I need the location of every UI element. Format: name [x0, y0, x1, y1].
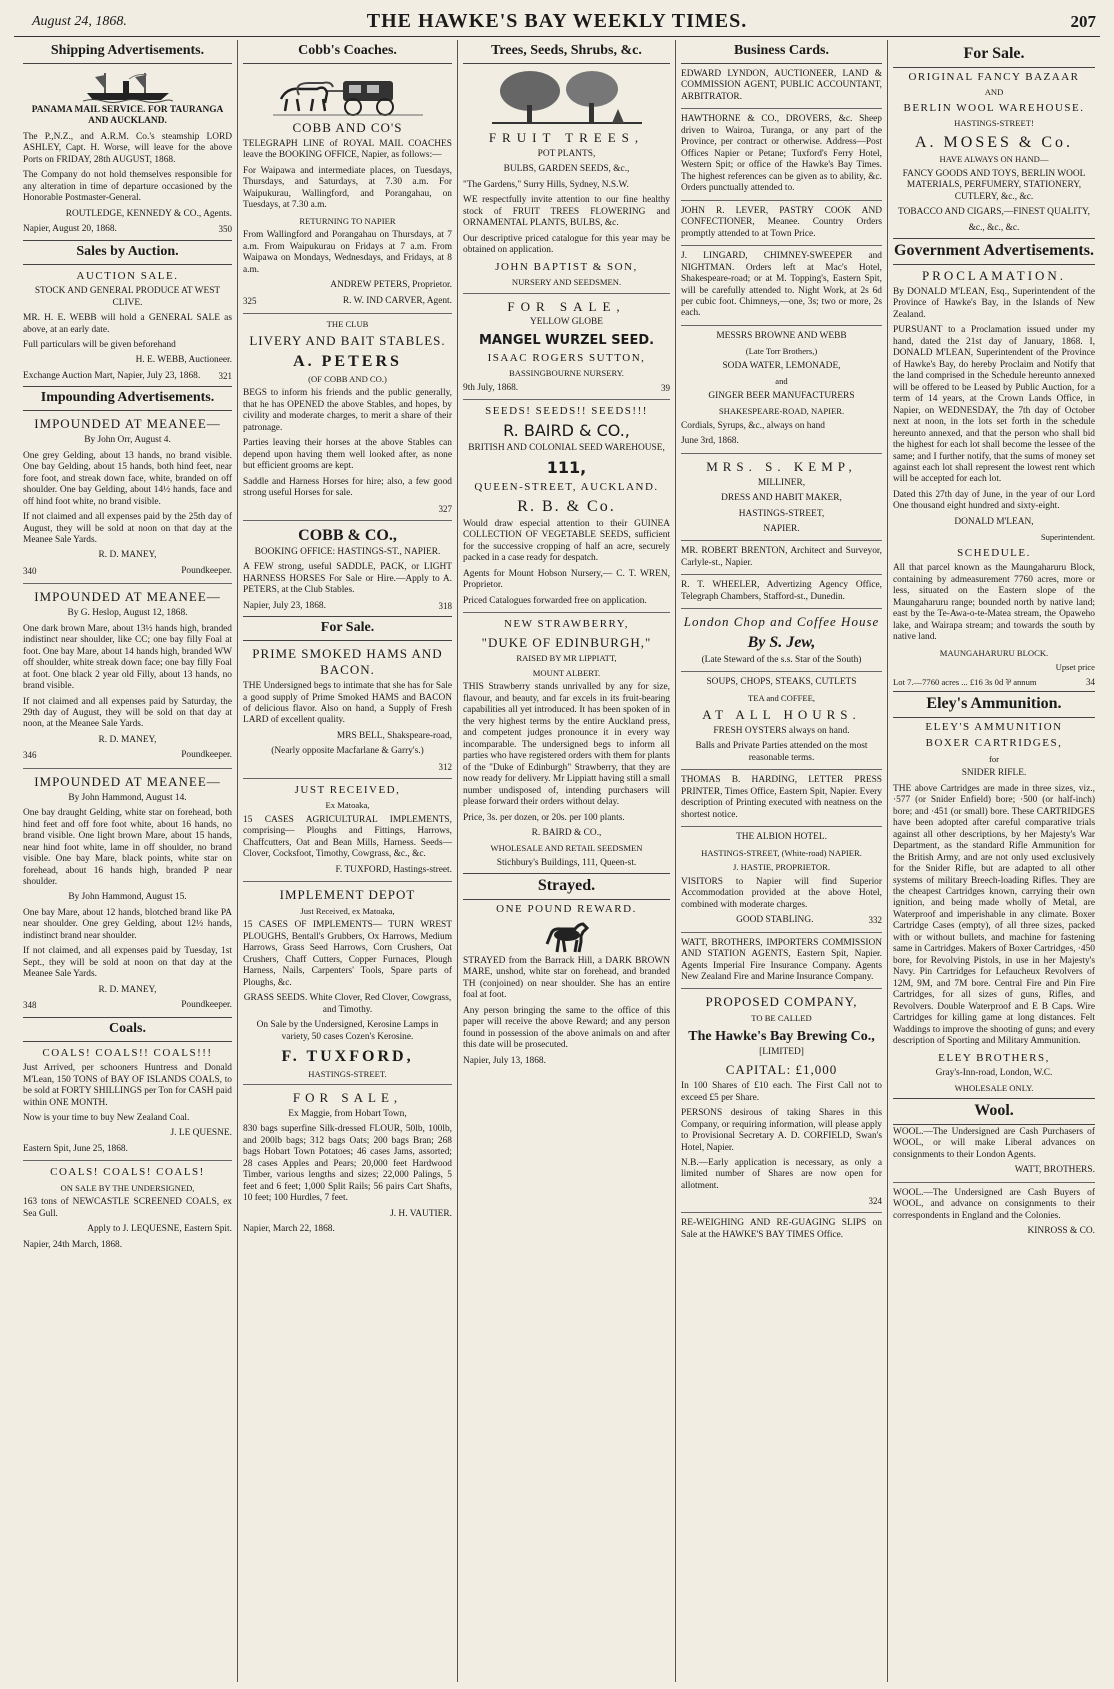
card-browne-line: SODA WATER, LEMONADE,	[722, 360, 841, 371]
club-proprietor: A. PETERS	[293, 353, 402, 371]
company-body: PERSONS desirous of taking Shares in this Company, or requiring information, will please apply to Provisional Secretary A. D. CORFIELD, Swan's Hotel, Napier.	[681, 1108, 882, 1153]
section-heading-government: Government Advertisements.	[893, 238, 1095, 265]
implement-seeds: GRASS SEEDS. White Clover, Red Clover, Cowgrass, and Timothy.	[243, 993, 452, 1015]
column-5	[888, 40, 1100, 1682]
card-kemp-sub: MILLINER,	[757, 477, 806, 488]
trees-title: FRUIT TREES,	[488, 130, 645, 145]
baird-title: SEEDS! SEEDS!! SEEDS!!!	[485, 405, 648, 418]
impound-2-number: 346	[23, 750, 37, 761]
auction-body: MR. H. E. WEBB will hold a GENERAL SALE as above, at an early date.	[23, 313, 232, 335]
baird-catalogues: Priced Catalogues forwarded free on application.	[463, 595, 647, 606]
steamship-icon	[83, 69, 173, 103]
card-chophouse-sub: (Late Steward of the s.s. Star of the South)	[701, 654, 862, 665]
strawberry-name: "DUKE OF EDINBURGH,"	[481, 634, 652, 650]
impound-1-number: 340	[23, 565, 37, 576]
coals-body-2: Now is your time to buy New Zealand Coal.	[23, 1112, 190, 1123]
card-browne-and: and	[775, 376, 788, 387]
garden-scene-icon	[492, 69, 642, 127]
impound-1-signature: R. D. MANEY,	[98, 550, 157, 561]
bazaar-sub: HAVE ALWAYS ON HAND—	[939, 154, 1049, 165]
schedule-body: All that parcel known as the Maungaharuru Block, containing by admeasurement 7760 acres, more or less, situated on the Eastern slope of the Maungaharuru range; bounded north by native land; east by the Te-Awa-o-te-Matea stream, the Opaweho lake, and Wairapa stream; and towards the south by native land.	[893, 563, 1095, 643]
card-hawthorne: HAWTHORNE & CO., DROVERS, &c. Sheep driven to Wairoa, Turanga, or any part of the Province, per contract or otherwise. Address—Post Offices Napier or Petane; Tuxford's Ferry Hotel, Western Spit; or office of the Hawke's Bay Times. The highest references can be given as to ability, &c. Orders punctually attended to.	[681, 114, 882, 194]
divider	[893, 1182, 1095, 1183]
card-soups-hours: AT ALL HOURS.	[702, 707, 861, 723]
eley-title: ELEY'S AMMUNITION	[925, 720, 1063, 733]
shipping-dateline: Napier, August 20, 1868.	[23, 224, 117, 235]
impound-1-title: IMPOUNDED AT MEANEE—	[34, 416, 221, 432]
cobb-subtitle: BOOKING OFFICE: HASTINGS-ST., NAPIER.	[254, 547, 441, 558]
divider	[23, 1160, 232, 1161]
section-heading-eley: Eley's Ammunition.	[893, 691, 1095, 718]
divider	[681, 608, 882, 609]
forsale-2-signature: J. H. VAUTIER.	[390, 1208, 452, 1219]
issue-date: August 24, 1868.	[32, 14, 127, 29]
implement-sale: On Sale by the Undersigned, Kerosine Lamps in variety, 50 cases Cozen's Kerosine.	[256, 1020, 439, 1042]
card-albion-proprietor: J. HASTIE, PROPRIETOR.	[732, 862, 830, 873]
coals-2-dateline: Napier, 24th March, 1868.	[23, 1239, 123, 1250]
mangel-ad-number: 39	[661, 382, 670, 393]
club-title: LIVERY AND BAIT STABLES.	[249, 333, 446, 349]
card-wheeler: R. T. WHEELER, Advertizing Agency Office, Telegraph Chambers, Stafford-st., Dunedin.	[681, 580, 882, 602]
auction-dateline: Exchange Auction Mart, Napier, July 23, 1868.	[23, 370, 201, 381]
strawberry-body: THIS Strawberry stands unrivalled by any for size, flavour, and beauty, and far excels in its fruit-bearing capabilities all yet introduced. It has been spoken of in the very highest terms by the entire Auckland press, and competent judges pronounce it in every way incomparable. The undersigned begs to inform all parties who have registered orders with them for plants of the "Duke of Edinburgh" Strawberry, that they are now ready for delivery. Mr Lippiatt having still a small number undisposed of, intending purchasers will please forward their orders without delay.	[463, 682, 670, 808]
divider	[243, 313, 452, 314]
coals-2-signature: Apply to J. LEQUESNE, Eastern Spit.	[87, 1224, 232, 1235]
column-1	[18, 40, 238, 1682]
strawberry-subtitle-2: MOUNT ALBERT.	[532, 667, 601, 678]
card-watt: WATT, BROTHERS, IMPORTERS COMMISSION AND STATION AGENTS, Eastern Spit, Napier. Agents Imperial Fire Insurance Company. Agents New Zealand Fire and Marine Insurance Company.	[681, 937, 882, 982]
coals-body: Just Arrived, per schooners Huntress and Donald M'Lean, 150 TONS of BAY OF ISLANDS COALS, to be sold at FORTY SHILLINGS per Ton for CASH paid within ONE MONTH.	[23, 1063, 232, 1108]
impound-1-by: By John Orr, August 4.	[84, 435, 171, 446]
wool-signature-2: KINROSS & CO.	[1027, 1226, 1095, 1237]
auction-signature: H. E. WEBB, Auctioneer.	[135, 355, 232, 366]
card-browne-date: June 3rd, 1868.	[681, 436, 739, 447]
trees-address: "The Gardens," Surry Hills, Sydney, N.S.W.	[463, 179, 629, 190]
page-number: 207	[1070, 12, 1096, 31]
baird-name: R. BAIRD & CO.,	[503, 421, 630, 441]
divider	[23, 768, 232, 769]
card-albion-ad-number: 332	[868, 915, 882, 926]
auction-body-2: Full particulars will be given beforehand	[23, 339, 176, 350]
company-note: N.B.—Early application is necessary, as only a limited number of Shares are now open for allotment.	[681, 1158, 882, 1191]
coaches-body: TELEGRAPH LINE of ROYAL MAIL COACHES leave the BOOKING OFFICE, Napier, as follows:—	[243, 138, 452, 161]
auction-ad-number: 321	[218, 370, 232, 381]
horse-icon	[545, 920, 589, 954]
section-heading-for-sale: For Sale.	[243, 616, 452, 641]
impound-3-body-2: One bay Mare, about 12 hands, blotched brand like PA near shoulder. One grey Gelding, about 12½ hands, indistinct brand near shoulder.	[23, 907, 232, 941]
section-heading-business-cards: Business Cards.	[681, 40, 882, 64]
coaches-returning: RETURNING TO NAPIER	[299, 215, 396, 226]
impound-3-role: Poundkeeper.	[181, 1000, 232, 1011]
card-browne-title: MESSRS BROWNE AND WEBB	[716, 330, 847, 341]
card-browne-sub: (Late Torr Brothers,)	[745, 346, 818, 357]
divider	[681, 108, 882, 109]
eley-address: Gray's-Inn-road, London, W.C.	[935, 1067, 1053, 1078]
card-browne-address: SHAKESPEARE-ROAD, NAPIER.	[718, 406, 845, 417]
strawberry-title: NEW STRAWBERRY,	[503, 618, 630, 631]
card-lyndon: EDWARD LYNDON, AUCTIONEER, LAND & COMMISSION AGENT, PUBLIC ACCOUNTANT, ARBITRATOR.	[681, 69, 882, 102]
eley-signature: ELEY BROTHERS,	[938, 1051, 1050, 1064]
shipping-ad-number: 350	[218, 224, 232, 235]
eley-sub: BOXER CARTRIDGES,	[925, 737, 1063, 750]
card-kemp-town: NAPIER.	[763, 523, 800, 534]
impound-1-role: Poundkeeper.	[181, 565, 232, 576]
bazaar-title: ORIGINAL FANCY BAZAAR	[908, 71, 1080, 83]
bazaar-body-2: TOBACCO AND CIGARS,—FINEST QUALITY,	[898, 207, 1090, 218]
strawberry-address: Stichbury's Buildings, 111, Queen-st.	[496, 857, 637, 868]
club-body-2: Parties leaving their horses at the above Stables can depend upon having them well looked after, as none but efficient grooms are kept.	[243, 438, 452, 472]
coaches-ad-number: 325	[243, 295, 257, 306]
card-albion-title: THE ALBION HOTEL.	[736, 832, 827, 843]
mangel-title: FOR SALE,	[507, 298, 626, 314]
impound-3-signature: R. D. MANEY,	[98, 984, 157, 995]
section-heading-shipping: Shipping Advertisements.	[23, 40, 232, 64]
proclamation-signature: DONALD M'LEAN,	[954, 516, 1034, 527]
cobb-body: A FEW strong, useful SADDLE, PACK, or LIGHT HARNESS HORSES For Sale or Hire.—Apply to A. PETERS, at the Club Stables.	[243, 562, 452, 596]
strawberry-signature: R. BAIRD & CO.,	[531, 828, 602, 839]
divider	[681, 671, 882, 672]
coaches-agent: R. W. IND CARVER, Agent.	[342, 295, 452, 306]
cobb-ad-number: 318	[438, 600, 452, 611]
coals-title: COALS! COALS!! COALS!!!	[42, 1046, 213, 1059]
section-heading-auction: Sales by Auction.	[23, 240, 232, 265]
impound-3-by-2: By John Hammond, August 15.	[68, 892, 187, 903]
divider	[681, 574, 882, 575]
divider	[243, 881, 452, 882]
impound-2-terms: If not claimed and all expenses paid by Saturday, the 29th day of August, they will be sold on that day at noon, at the Meanee Sale Yards.	[23, 696, 232, 730]
impound-1-terms: If not claimed and all expenses paid by the 25th day of August, they will be sold at noon on that day at the Meanee Sale Yards.	[23, 512, 232, 545]
card-soups-title: SOUPS, CHOPS, STEAKS, CUTLETS	[706, 677, 857, 688]
coaches-routes-return: From Wallingford and Porangahau on Thursdays, at 7 a.m. From Waipukurau on Fridays at 7 a.m. From Waipawa on Mondays, Wednesdays, and Fridays, at 8 a.m.	[243, 230, 452, 275]
schedule-block: MAUNGAHARURU BLOCK.	[939, 647, 1049, 658]
card-browne-line-2: GINGER BEER MANUFACTURERS	[708, 390, 855, 401]
impound-3-body: One bay draught Gelding, white star on forehead, both hind feet and off fore foot white, about 16 hands, no brand visible. One light brown Mare, about 15 hands, near hind foot white, lame in off shoulder, no brand visible. One bay Mare, black points, white star on forehead, about 16 hands high, branded P near shoulder.	[23, 808, 232, 888]
eley-sub-2: SNIDER RIFLE.	[961, 768, 1027, 779]
bazaar-proprietor: A. MOSES & Co.	[914, 133, 1074, 151]
card-kemp-title: MRS. S. KEMP,	[706, 458, 857, 474]
baird-body: Would draw especial attention to their GUINEA COLLECTION OF VEGETABLE SEEDS, sufficient for the successive cropping of half an acre, securely packed in a case ready for despatch.	[463, 518, 670, 564]
section-heading-impounding: Impounding Advertisements.	[23, 386, 232, 411]
company-sub: TO BE CALLED	[751, 1013, 812, 1024]
coaches-signature: ANDREW PETERS, Proprietor.	[330, 280, 452, 291]
column-2	[238, 40, 458, 1682]
divider	[681, 988, 882, 989]
masthead	[14, 10, 1100, 32]
divider	[243, 778, 452, 779]
proclamation-role: Superintendent.	[1040, 532, 1095, 543]
divider	[681, 826, 882, 827]
baird-agents: Agents for Mount Hobson Nursery,— C. T. WREN, Proprietor.	[463, 568, 670, 591]
schedule-ad-number: 34	[1086, 676, 1095, 687]
schedule-title: SCHEDULE.	[957, 546, 1031, 559]
impound-3-by: By John Hammond, August 14.	[68, 792, 187, 803]
implement-body: 15 CASES OF IMPLEMENTS— TURN WREST PLOUGHS, Bentall's Grubbers, Ox Harrows, Medium Harrows, Grass Seed Harrows, Corn Crushers, Oat Crushers, Chaff Cutters, Copper Furnaces, Plough Harness, Nails, Carpenters' Tools, Spare parts of Ploughs, &c.	[243, 920, 452, 988]
stagecoach-icon	[273, 69, 423, 117]
mangel-dateline: 9th July, 1868.	[463, 382, 519, 393]
implement-title: IMPLEMENT DEPOT	[279, 887, 416, 903]
column-4	[676, 40, 888, 1682]
wool-body-2: WOOL.—The Undersigned are Cash Buyers of WOOL, and advance on consignments to their correspondents in England and the Colonies.	[893, 1187, 1095, 1221]
mangel-product: MANGEL WURZEL SEED.	[478, 332, 655, 348]
club-body-3: Saddle and Harness Horses for hire; also, a few good strong useful Horses for sale.	[243, 476, 452, 499]
section-heading-coals: Coals.	[23, 1017, 232, 1042]
hams-title: PRIME SMOKED HAMS AND BACON.	[252, 646, 443, 678]
section-heading-for-sale-2: For Sale.	[893, 42, 1095, 68]
company-limited: [LIMITED]	[759, 1046, 804, 1057]
cobb-dateline: Napier, July 23, 1868.	[243, 600, 326, 611]
club-ad-number: 327	[438, 503, 452, 514]
card-soups-body: FRESH OYSTERS always on hand.	[713, 725, 850, 736]
divider	[681, 1212, 882, 1213]
received-subtitle: Ex Matoaka,	[325, 800, 370, 811]
divider	[243, 1084, 452, 1085]
baird-monogram: R. B. & Co.	[517, 498, 616, 516]
card-kemp-sub-2: DRESS AND HABIT MAKER,	[721, 493, 842, 504]
mangel-nursery: BASSINGBOURNE NURSERY.	[509, 368, 624, 379]
card-soups-sub: TEA and COFFEE,	[747, 692, 816, 703]
section-heading-trees: Trees, Seeds, Shrubs, &c.	[463, 40, 670, 64]
coals-2-body: 163 tons of NEWCASTLE SCREENED COALS, ex Sea Gull.	[23, 1197, 232, 1219]
proclamation-intro: By DONALD M'LEAN, Esq., Superintendent of the Province of Hawke's Bay, in the Islands of New Zealand.	[893, 286, 1095, 320]
eley-wholesale: WHOLESALE ONLY.	[954, 1083, 1034, 1094]
divider	[463, 612, 670, 613]
strawberry-role: WHOLESALE AND RETAIL SEEDSMEN	[490, 843, 643, 854]
divider	[681, 932, 882, 933]
coals-signature: J. LE QUESNE.	[170, 1128, 232, 1139]
card-lever: JOHN R. LEVER, PASTRY COOK AND CONFECTIONER, Meanee. Country Orders promptly attended to at Town Price.	[681, 205, 882, 239]
hams-ad-number: 312	[438, 761, 452, 772]
hams-body: THE Undersigned begs to intimate that she has for Sale a good supply of Prime Smoked HAMS and BACON of delicious flavor. Also on hand, a Supply of Fresh LARD of excellent quality.	[243, 681, 452, 726]
shipping-notice: The Company do not hold themselves responsible for any alteration in time of departure occasioned by the Honorable Postmaster-General.	[23, 170, 232, 204]
trees-role: NURSERY AND SEEDSMEN.	[511, 277, 622, 288]
card-albion-stabling: GOOD STABLING.	[736, 915, 814, 926]
divider	[681, 325, 882, 326]
trees-subtitle-2: BULBS, GARDEN SEEDS, &c.,	[503, 164, 630, 175]
implement-address: HASTINGS-STREET.	[308, 1068, 387, 1079]
coals-dateline: Eastern Spit, June 25, 1868.	[23, 1143, 128, 1154]
newspaper-title: THE HAWKE'S BAY WEEKLY TIMES.	[366, 10, 748, 32]
page-columns	[18, 40, 1100, 1682]
mangel-subtitle: YELLOW GLOBE	[530, 317, 603, 328]
eley-for: for	[988, 753, 1000, 764]
trees-subtitle: POT PLANTS,	[537, 148, 596, 159]
divider	[681, 540, 882, 541]
card-browne-body: Cordials, Syrups, &c., always on hand	[681, 420, 825, 431]
divider	[681, 453, 882, 454]
strawberry-price: Price, 3s. per dozen, or 20s. per 100 plants.	[463, 812, 625, 823]
proclamation-body: PURSUANT to a Proclamation issued under my hand, dated the 21st day of January, 1868. I, DONALD M'LEAN, Superintendent of the Province of Hawke's Bay, do hereby Proclaim and Notify that the land comprised in the Schedule hereunto annexed will be offered to be Leased by Public Auction, for a term of 14 years, at the Crown Lands Office, in Napier, on WEDNESDAY, the 7th day of October next at noon, in the lots set forth in the schedule hereunto annexed, and that the person who shall bid the highest for each lot shall become the lessee of the same; and I further notify, that the sums of money set against each lot shall represent the lowest rent which will be accepted for each lot.	[893, 325, 1095, 485]
strayed-body: STRAYED from the Barrack Hill, a DARK BROWN MARE, unshod, white star on forehead, and branded TH (conjoined) on near shoulder. She has an entire foal at foot.	[463, 955, 670, 1001]
received-title: JUST RECEIVED,	[294, 783, 401, 796]
section-heading-wool: Wool.	[893, 1098, 1095, 1125]
company-ad-number: 324	[868, 1196, 882, 1207]
trees-body: WE respectfully invite attention to our fine healthy stock of FRUIT TREES FLOWERING and ORNAMENTAL PLANTS, BULBS, &c.	[463, 195, 670, 229]
strawberry-subtitle: RAISED BY MR LIPPIATT,	[516, 653, 617, 664]
company-title: PROPOSED COMPANY,	[705, 994, 858, 1010]
coaches-routes: For Waipawa and intermediate places, on Tuesdays, Thursdays, and Saturdays, at 7.30 a.m. For Waipukurau, Wallingford, and Porangahau, on Tuesdays, at 7.30 a.m.	[243, 165, 452, 211]
impound-1-body: One grey Gelding, about 13 hands, no brand visible. One bay Gelding, about 15 hands, both hind feet, near fore foot, and streak down face, white, branded on off shoulder. One bay Gelding, about 14½ hands, face and off hind foot white, no brand visible.	[23, 450, 232, 507]
strayed-body-2: Any person bringing the same to the office of this paper will receive the above Reward; and any person found in possession of the above animals on and after this date will be prosecuted.	[463, 1005, 670, 1051]
divider	[23, 583, 232, 584]
trees-body-2: Our descriptive priced catalogue for this year may be obtained on application.	[463, 233, 670, 256]
card-soups-body-2: Balls and Private Parties attended on the most reasonable terms.	[695, 741, 868, 763]
shipping-signature: ROUTLEDGE, KENNEDY & CO., Agents.	[65, 208, 232, 219]
divider	[681, 245, 882, 246]
card-lingard: J. LINGARD, CHIMNEY-SWEEPER and NIGHTMAN. Orders left at Mac's Hotel, Shakespeare-road; or at M. Topping's, Eastern Spit, will be carefully attended to. Night Work, at 2s 6d per cubic foot. Chimneys,—one, 3s; two or more, 2s each.	[681, 251, 882, 319]
forsale-2-title: FOR SALE,	[292, 1090, 403, 1106]
mangel-signature: ISAAC ROGERS SUTTON,	[487, 351, 646, 364]
section-heading-strayed: Strayed.	[463, 873, 670, 900]
proclamation-title: PROCLAMATION.	[921, 268, 1067, 284]
bazaar-and: AND	[984, 87, 1004, 98]
trees-signature: JOHN BAPTIST & SON,	[495, 260, 638, 273]
company-capital: CAPITAL: £1,000	[725, 1062, 838, 1078]
forsale-2-subtitle: Ex Maggie, from Hobart Town,	[288, 1108, 407, 1119]
received-signature: F. TUXFORD, Hastings-street.	[335, 864, 452, 875]
baird-street-number: 111,	[546, 458, 587, 478]
impound-2-signature: R. D. MANEY,	[98, 734, 157, 745]
section-heading-coaches: Cobb's Coaches.	[243, 40, 452, 64]
implement-subtitle: Just Received, ex Matoaka,	[300, 905, 395, 916]
divider	[463, 293, 670, 294]
received-body: 15 CASES AGRICULTURAL IMPLEMENTS, comprising— Ploughs and Fittings, Harrows, Chaffcutters, Oat and Bean Mills, Harness. Seeds—Clover, Cocksfoot, Timothy, Cowgrass, &c., &c.	[243, 814, 452, 860]
bazaar-address: HASTINGS-STREET!	[954, 118, 1034, 129]
forsale-2-body: 830 bags superfine Silk-dressed FLOUR, 50lb, 100lb, and 200lb bags; 312 bags Oats; 200 bags Bran; 268 bags Hobart Town Potatoes; 46 cases Jams, assorted; 28 cases Apples and Pears; 20,000 feet Hardwood Timber, various lengths and sizes; 22,000 Palings, 5 feet and 6 feet; 1,000 Split Rails; 56 pairs Cart Shafts, 10 feet; 100 Hurdles, 7 feet.	[243, 1124, 452, 1204]
hams-address: (Nearly opposite Macfarlane & Garry's.)	[271, 746, 424, 757]
auction-subtitle: STOCK AND GENERAL PRODUCE AT WEST CLIVE.	[34, 286, 221, 308]
wool-body: WOOL.—The Undersigned are Cash Purchasers of WOOL, or will make Liberal advances on consignments to their London Agents.	[893, 1126, 1095, 1160]
card-chophouse-title: London Chop and Coffee House	[683, 614, 880, 630]
schedule-lot: Lot 7.—7760 acres ... £16 3s 0d ⅌ annum	[893, 676, 1037, 687]
club-pre: THE CLUB	[326, 318, 369, 329]
impound-2-title: IMPOUNDED AT MEANEE—	[34, 589, 221, 605]
card-chophouse-name: By S. Jew,	[747, 634, 816, 652]
coals-2-title: COALS! COALS! COALS!	[50, 1166, 205, 1179]
company-name: The Hawke's Bay Brewing Co.,	[688, 1028, 875, 1044]
bazaar-etc: &c., &c., &c.	[968, 222, 1020, 233]
divider	[681, 769, 882, 770]
forsale-2-dateline: Napier, March 22, 1868.	[243, 1224, 335, 1235]
card-harding: THOMAS B. HARDING, LETTER PRESS PRINTER, Times Office, Eastern Spit, Napier. Every description of Printing executed with neatness on the shortest notice.	[681, 775, 882, 820]
impound-2-by: By G. Heslop, August 12, 1868.	[67, 608, 188, 619]
card-albion-address: HASTINGS-STREET, (White-road) NAPIER.	[701, 847, 862, 858]
impound-2-body: One dark brown Mare, about 13½ hands high, branded indistinct near shoulder, like CC; one bay filly Foal at foot. One bay Mare, about 14 hands high, branded WW off shoulder, white streak down face; one bay filly Foal at foot. One black 2 year old Filly, about 13 hands, no brand visible.	[23, 623, 232, 692]
impound-2-role: Poundkeeper.	[181, 750, 232, 761]
column-3	[458, 40, 676, 1682]
impound-3-terms: If not claimed, and all expenses paid by Tuesday, 1st Sept., they will be sold at noon on that day at the Meanee Sale Yards.	[23, 946, 232, 980]
bazaar-title-2: BERLIN WOOL WAREHOUSE.	[903, 101, 1085, 114]
strayed-title: ONE POUND REWARD.	[496, 903, 637, 916]
coals-2-subtitle: ON SALE BY THE UNDERSIGNED,	[60, 1182, 195, 1193]
card-albion-body: VISITORS to Napier will find Superior Accommodation provided at the above Hotel, combined with moderate charges.	[681, 876, 882, 910]
divider	[463, 399, 670, 400]
eley-body: THE above Cartridges are made in three sizes, viz., ·577 (or Snider Enfield) bore; ·500 (or half-inch) bore; and ·451 (or small) bore. These CARTRIDGES have been adopted after careful comparative trials against all other descriptions, by her Majesty's War Department, as the standard Rifle Ammunition for the British Army, and are not only used exclusively for the Snider Rifle, but are adapted to all other systems of military Breech-loading Rifles. They are the cheapest Cartridges known, carrying their own ignition, and being made wholly of Metal, are Waterproof and imperishable in any climate. Boxer Cartridge Cases (empty), of all three sizes, packed with or without bullets, and machine for fastening same in Cartridges. Makers of Boxer Cartridges, ·450 bore, for Revolving Pistols, in use in her Majesty's Navy. Pin Cartridges for Lefaucheux Revolvers of 12M, 9M, and 7M bore. Central Fire and Pin Fire Cartridges, for all sizes of guns, Rifles, and Revolvers. Double Waterproof and E B Caps. Wire Cartridges for killing game at long distances. Felt Waddings to improve the shooting of guns; and every description of Sporting and Military Ammunition.	[893, 783, 1095, 1047]
divider	[243, 520, 452, 521]
impound-3-number: 348	[23, 1000, 37, 1011]
strayed-dateline: Napier, July 13, 1868.	[463, 1055, 546, 1066]
divider	[681, 200, 882, 201]
coaches-title: COBB AND CO'S	[292, 120, 403, 135]
schedule-upset: Upset price	[1055, 662, 1095, 673]
card-brenton: MR. ROBERT BRENTON, Architect and Surveyor, Carlyle-st., Napier.	[681, 546, 882, 568]
impound-3-title: IMPOUNDED AT MEANEE—	[34, 773, 221, 789]
wool-signature: WATT, BROTHERS.	[1014, 1165, 1095, 1176]
baird-subtitle: BRITISH AND COLONIAL SEED WAREHOUSE,	[468, 442, 665, 453]
club-subtitle: (OF COBB AND CO.)	[308, 373, 387, 384]
implement-proprietor: F. TUXFORD,	[281, 1048, 414, 1066]
proclamation-dated: Dated this 27th day of June, in the year of our Lord One thousand eight hundred and sixty-eight.	[893, 489, 1095, 512]
hams-signature: MRS BELL, Shakspeare-road,	[336, 730, 452, 741]
masthead-rule	[14, 36, 1100, 37]
cobb-title: COBB & CO.,	[298, 526, 397, 544]
club-body: BEGS to inform his friends and the public generally, that he has OPENED the above Stables, and hopes, by civility and moderate charges, to merit a share of their patronage.	[243, 388, 452, 433]
card-kemp-address: HASTINGS-STREET,	[738, 508, 825, 519]
slips-notice: RE-WEIGHING AND RE-GUAGING SLIPS on Sale at the HAWKE'S BAY TIMES Office.	[681, 1218, 882, 1240]
shipping-body: The P.,N.Z., and A.R.M. Co.'s steamship LORD ASHLEY, Capt. H. Worse, will leave for the above Ports on FRIDAY, 28th AUGUST, 1868.	[23, 131, 232, 165]
auction-title: AUCTION SALE.	[76, 269, 179, 282]
bazaar-body: FANCY GOODS AND TOYS, BERLIN WOOL MATERIALS, PERFUMERY, STATIONERY, CUTLERY, &c., &c.	[902, 168, 1086, 202]
baird-address: QUEEN-STREET, AUCKLAND.	[474, 480, 659, 493]
company-shares: In 100 Shares of £10 each. The First Call not to exceed £5 per Share.	[681, 1081, 882, 1103]
shipping-title: PANAMA MAIL SERVICE. FOR TAURANGA AND AUCKLAND.	[31, 105, 224, 127]
